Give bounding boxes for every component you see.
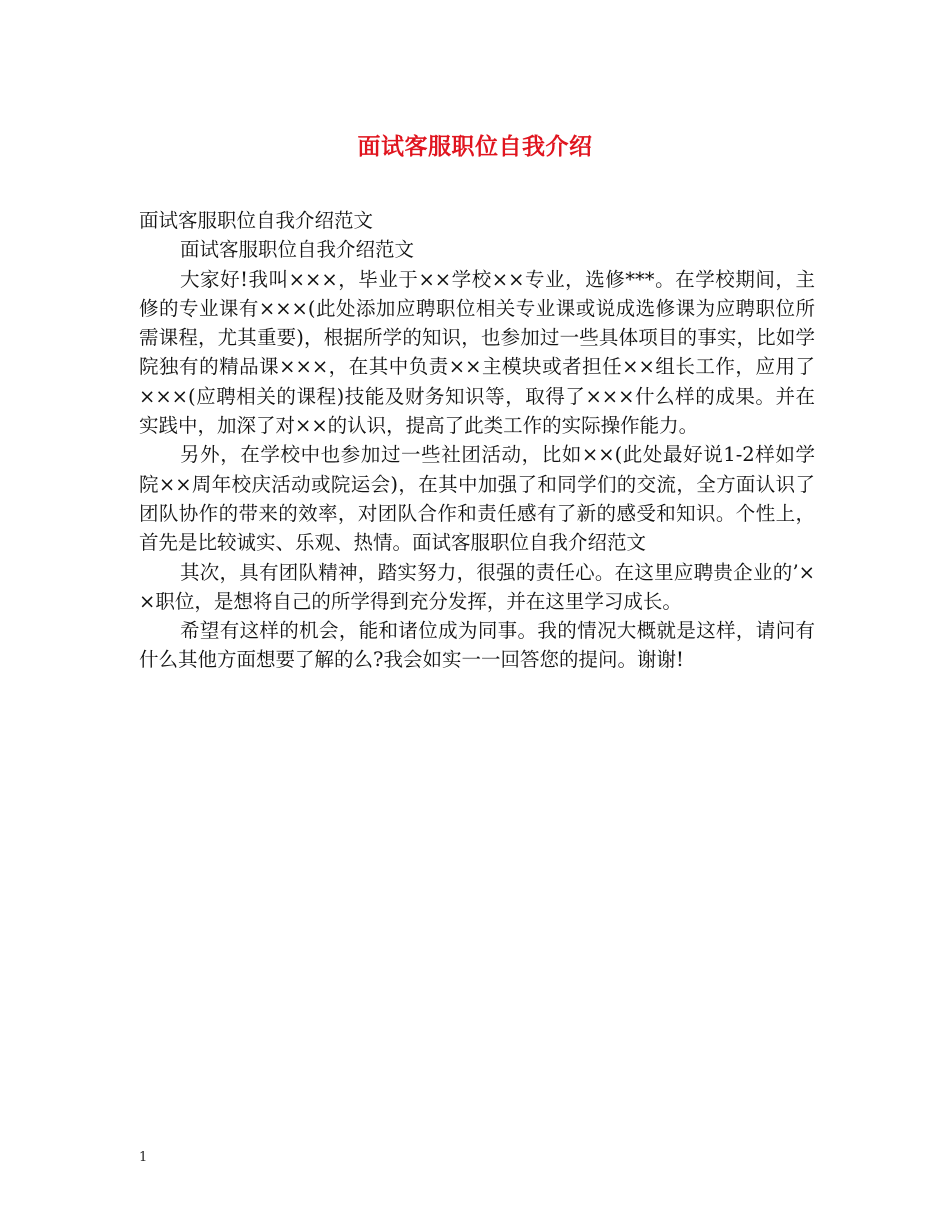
document-body: [139, 206, 815, 675]
paragraph-teamwork: 其次，具有团队精神，踏实努力，很强的责任心。在这里应聘贵企业的’××职位，是想将自己的所学得到充分发挥，并在这里学习成长。: [139, 560, 815, 613]
document-title: 面试客服职位自我介绍: [357, 133, 593, 160]
page-number: 1: [139, 1150, 148, 1165]
paragraph-closing: 希望有这样的机会，能和诸位成为同事。我的情况大概就是这样，请问有什么其他方面想要了解的么?我会如实一一回答您的提问。谢谢!: [139, 619, 815, 672]
paragraph-subheading: 面试客服职位自我介绍范文: [180, 238, 415, 262]
paragraph-introduction: 大家好!我叫×××，毕业于××学校××专业，选修***。在学校期间，主修的专业课有×××(此处添加应聘职位相关专业课或说成选修课为应聘职位所需课程，尤其重要)，根据所学的知识，也参加过一些具体项目的事实，比如学院独有的精品课×××，在其中负责××主模块或者担任××组长工作，应用了×××(应聘相关的课程)技能及财务知识等，取得了×××什么样的成果。并在实践中，加深了对××的认识，提高了此类工作的实际操作能力。: [139, 267, 815, 438]
paragraph-activities: 另外，在学校中也参加过一些社团活动，比如××(此处最好说1-2样如学院××周年校庆活动或院运会)，在其中加强了和同学们的交流，全方面认识了团队协作的带来的效率，对团队合作和责任感有了新的感受和知识。个性上，首先是比较诚实、乐观、热情。面试客服职位自我介绍范文: [139, 443, 815, 555]
paragraph-heading: 面试客服职位自我介绍范文: [139, 209, 374, 232]
